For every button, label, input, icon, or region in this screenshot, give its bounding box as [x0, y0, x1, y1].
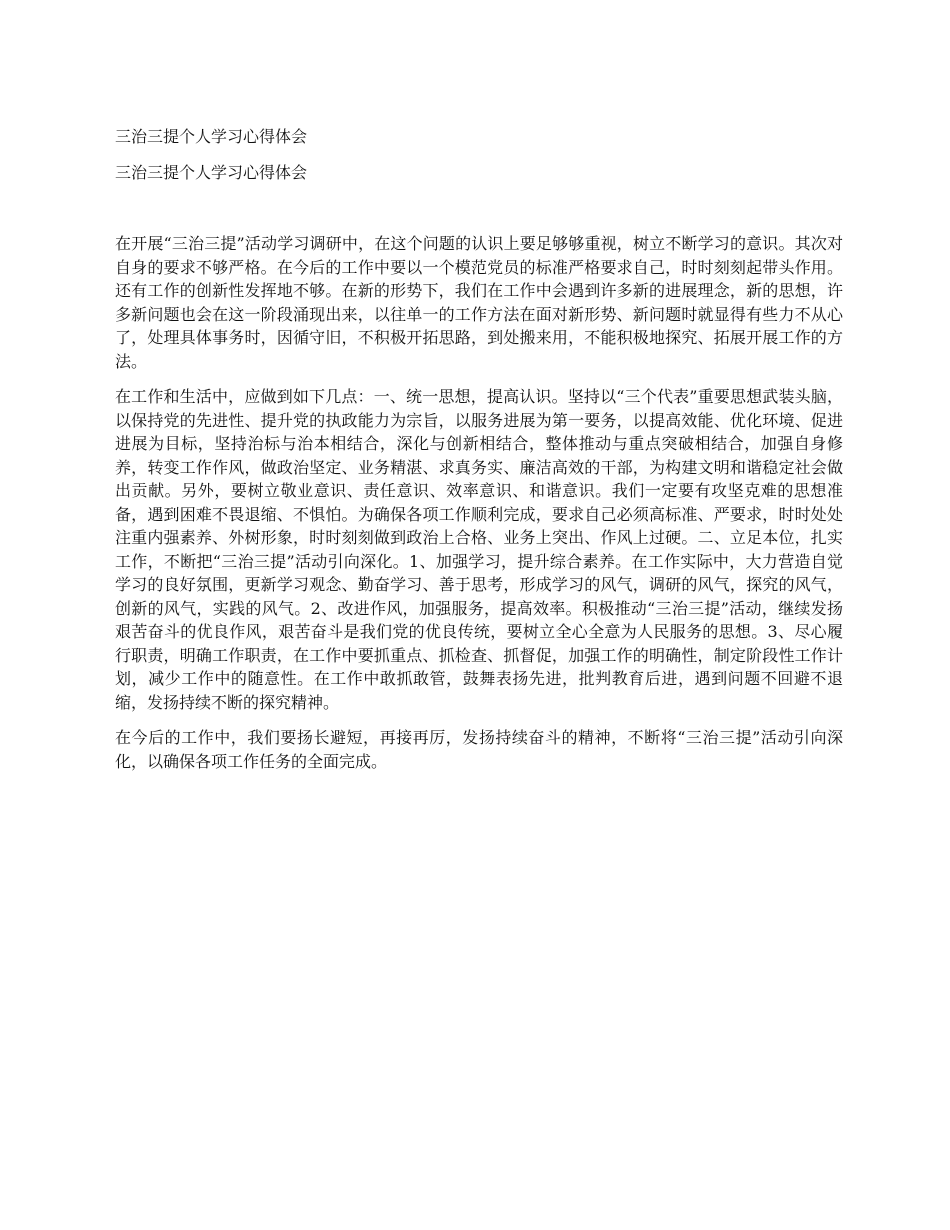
document-subtitle: 三治三提个人学习心得体会	[115, 163, 308, 182]
paragraph-1: 在开展“三治三提”活动学习调研中，在这个问题的认识上要足够够重视，树立不断学习的意识。其次对自身的要求不够严格。在今后的工作中要以一个模范党员的标准严格要求自己，时时刻刻起带头作用。还有工作的创新性发挥地不够。在新的形势下，我们在工作中会遇到许多新的进展理念，新的思想，许多新问题也会在这一阶段涌现出来，以往单一的工作方法在面对新形势、新问题时就显得有些力不从心了，处理具体事务时，因循守旧，不积极开拓思路，到处搬来用，不能积极地探究、拓展开展工作的方法。	[115, 234, 843, 371]
paragraph-2: 在工作和生活中，应做到如下几点：一、统一思想，提高认识。坚持以“三个代表”重要思想武装头脑，以保持党的先进性、提升党的执政能力为宗旨，以服务进展为第一要务，以提高效能、优化环境、促进进展为目标，坚持治标与治本相结合，深化与创新相结合，整体推动与重点突破相结合，加强自身修养，转变工作作风，做政治坚定、业务精湛、求真务实、廉洁高效的干部，为构建文明和谐稳定社会做出贡献。另外，要树立敬业意识、责任意识、效率意识、和谐意识。我们一定要有攻坚克难的思想准备，遇到困难不畏退缩、不惧怕。为确保各项工作顺利完成，要求自己必须高标准、严要求，时时处处注重内强素养、外树形象，时时刻刻做到政治上合格、业务上突出、作风上过硬。二、立足本位，扎实工作，不断把“三治三提”活动引向深化。1、加强学习，提升综合素养。在工作实际中，大力营造自觉学习的良好氛围，更新学习观念、勤奋学习、善于思考，形成学习的风气，调研的风气，探究的风气，创新的风气，实践的风气。2、改进作风，加强服务，提高效率。积极推动“三治三提”活动，继续发扬艰苦奋斗的优良作风，艰苦奋斗是我们党的优良传统，要树立全心全意为人民服务的思想。3、尽心履行职责，明确工作职责，在工作中要抓重点、抓检查、抓督促，加强工作的明确性，制定阶段性工作计划，减少工作中的随意性。在工作中敢抓敢管，鼓舞表扬先进，批判教育后进，遇到问题不回避不退缩，发扬持续不断的探究精神。	[115, 387, 843, 712]
document-title: 三治三提个人学习心得体会	[115, 127, 308, 146]
document-body	[115, 232, 843, 785]
paragraph-3: 在今后的工作中，我们要扬长避短，再接再厉，发扬持续奋斗的精神，不断将“三治三提”活动引向深化，以确保各项工作任务的全面完成。	[115, 728, 843, 771]
